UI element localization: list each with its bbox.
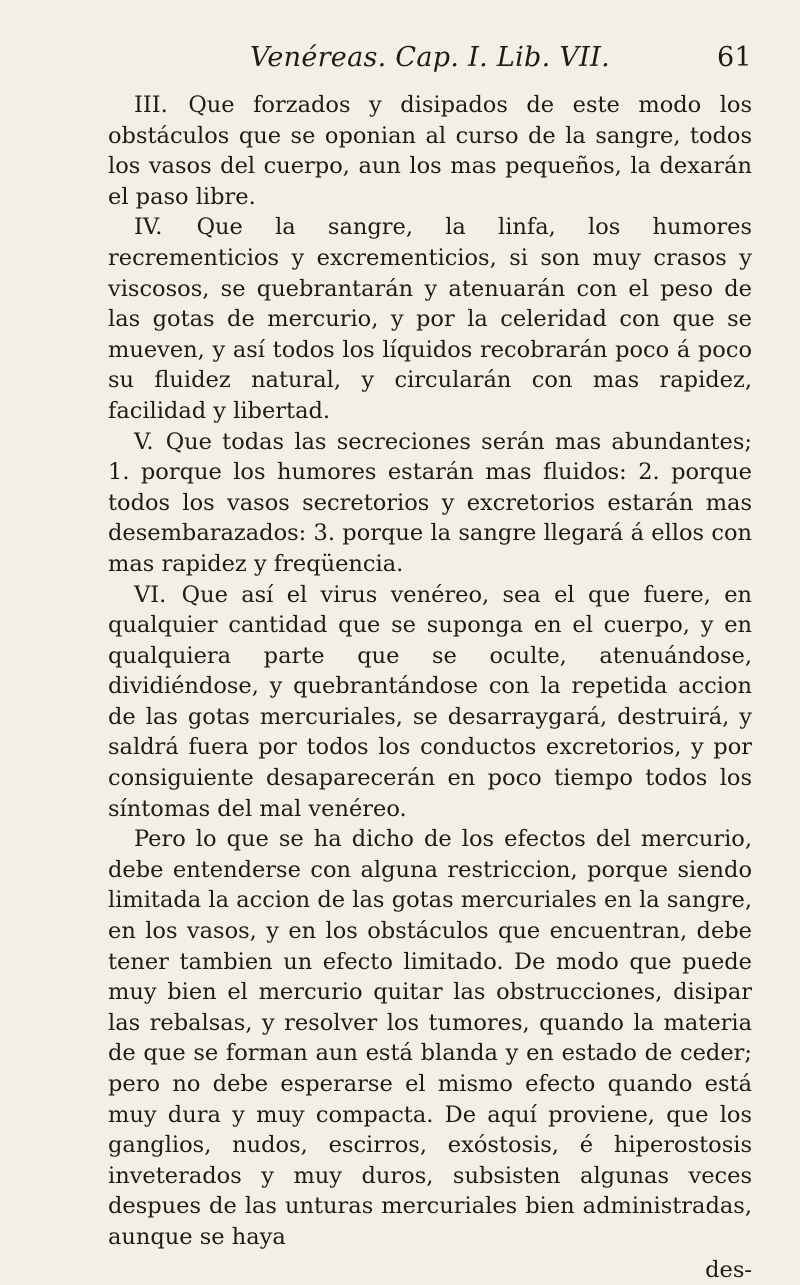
- body-text: [108, 90, 752, 1253]
- paragraph-iv: [108, 212, 752, 426]
- paragraph-text: Que así el virus venéreo, sea el que fuere, en qualquier cantidad que se suponga en el cuerpo, y en qualquiera parte que se oculte, atenuándose, dividiéndose, y quebrantándose con la repetida accion de las gotas mercuriales, se desarraygará, destruirá, y saldrá fuera por todos los conductos excretorios, y por consiguiente desaparecerán en poco tiempo todos los síntomas del mal venéreo.: [108, 581, 752, 822]
- running-head-title: Venéreas. Cap. I. Lib. VII.: [250, 42, 610, 73]
- paragraph-number: VI.: [134, 581, 167, 608]
- paragraph-restriction: [108, 824, 752, 1252]
- paragraph-text: Pero lo que se ha dicho de los efectos del mercurio, debe entenderse con alguna restriccion, porque siendo limitada la accion de las gotas mercuriales en la sangre, en los vasos, y en los obstáculos que encuentran, debe tener tambien un efecto limitado. De modo que puede muy bien el mercurio quitar las obstrucciones, disipar las rebalsas, y resolver los tumores, quando la materia de que se forman aun está blanda y en estado de ceder; pero no debe esperarse el mismo efecto quando está muy dura y muy compacta. De aquí proviene, que los ganglios, nudos, escirros, exóstosis, é hiperostosis inveterados y muy duros, subsisten algunas veces despues de las unturas mercuriales bien administradas, aunque se haya: [108, 826, 752, 1250]
- paragraph-number: IV.: [134, 214, 163, 241]
- page-number: 61: [717, 42, 752, 73]
- paragraph-text: Que forzados y disipados de este modo los obstáculos que se oponian al curso de la sangre, todos los vasos del cuerpo, aun los mas pequeños, la dexarán el paso libre.: [108, 92, 752, 210]
- paragraph-vi: [108, 580, 752, 825]
- paragraph-text: Que la sangre, la linfa, los humores recrementicios y excrementicios, si son muy crasos y viscosos, se quebrantarán y atenuarán con el peso de las gotas de mercurio, y por la celeridad con que se mueven, y así todos los líquidos recobrarán poco á poco su fluidez natural, y circularán con mas rapidez, facilidad y libertad.: [108, 214, 753, 424]
- paragraph-v: [108, 427, 752, 580]
- running-head: [108, 40, 752, 76]
- paragraph-number: III.: [134, 92, 168, 118]
- catchword: des-: [705, 1256, 752, 1283]
- paragraph-text: Que todas las secreciones serán mas abundantes; 1. porque los humores estarán mas fluidos: 2. porque todos los vasos secretorios y excretorios estarán mas desembarazados: 3. porque la sangre llegará á ellos con mas rapidez y freqüencia.: [108, 428, 752, 577]
- paragraph-number: V.: [134, 428, 154, 455]
- paragraph-iii: [108, 90, 752, 212]
